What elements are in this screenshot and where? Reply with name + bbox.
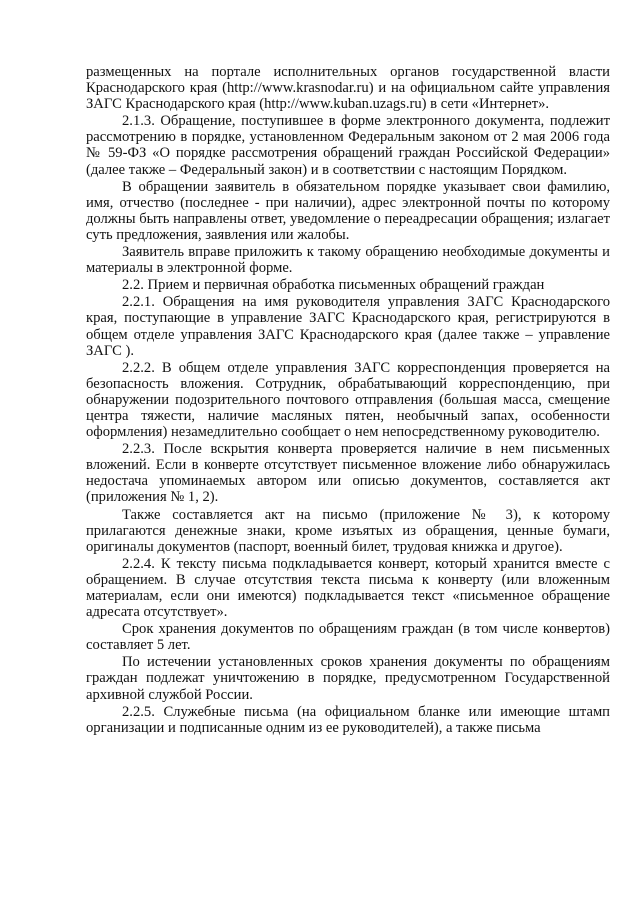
paragraph-2-2-4: 2.2.4. К тексту письма подкладывается конверт, который хранится вместе с обращением. В случае отсутствия текста письма к конверту (или вложенным материалам, если они имеются) подкладывается текст «письменное обращение адресата отсутствует». (86, 555, 610, 621)
paragraph-attach-documents: Заявитель вправе приложить к такому обращению необходимые документы и материалы в электронной форме. (86, 244, 610, 277)
paragraph-retention-period: Срок хранения документов по обращениям граждан (в том числе конвертов) составляет 5 лет. (86, 621, 610, 654)
paragraph-2-2-5: 2.2.5. Служебные письма (на официальном бланке или имеющие штамп организации и подписанные одним из ее руководителей), а также письма (86, 703, 610, 736)
document-body (86, 64, 610, 737)
paragraph-2-1-3: 2.1.3. Обращение, поступившее в форме электронного документа, подлежит рассмотрению в порядке, установленном Федеральным законом от 2 мая 2006 года № 59-ФЗ «О порядке рассмотрения обращений граждан Российской Федерации» (далее также – Федеральный закон) и в соответствии с настоящим Порядком. (86, 113, 610, 178)
paragraph-2-2-2: 2.2.2. В общем отделе управления ЗАГС корреспонденция проверяется на безопасность вложения. Сотрудник, обрабатывающий корреспонденцию, при обнаружении подозрительного почтового отправления (большая масса, смещение центра тяжести, наличие масляных пятен, необычный запах, особенности оформления) незамедлительно сообщает о нем непосредственному руководителю. (86, 359, 610, 441)
paragraph-2-2-1: 2.2.1. Обращения на имя руководителя управления ЗАГС Краснодарского края, поступающие в управление ЗАГС Краснодарского края, регистрируются в общем отделе управления ЗАГС Краснодарского края (далее также – управление ЗАГС ). (86, 294, 610, 359)
paragraph-act-letter: Также составляется акт на письмо (приложение № 3), к которому прилагаются денежные знаки, кроме изъятых из обращения, ценные бумаги, оригиналы документов (паспорт, военный билет, трудовая книжка и другое). (86, 506, 610, 555)
paragraph-destruction: По истечении установленных сроков хранения документы по обращениям граждан подлежат уничтожению в порядке, предусмотренном Государственной архивной службой России. (86, 654, 610, 703)
paragraph-continuation: размещенных на портале исполнительных органов государственной власти Краснодарского края (http://www.krasnodar.ru) и на официальном сайте управления ЗАГС Краснодарского края (http://www.kuban.uzags.ru) в сети «Интернет». (86, 64, 610, 113)
section-heading-2-2: 2.2. Прием и первичная обработка письменных обращений граждан (122, 277, 545, 294)
paragraph-2-2-3: 2.2.3. После вскрытия конверта проверяется наличие в нем письменных вложений. Если в конверте отсутствует письменное вложение либо обнаружилась недостача упоминаемых автором или описью документов, составляется акт (приложения № 1, 2). (86, 441, 610, 506)
paragraph-applicant-details: В обращении заявитель в обязательном порядке указывает свои фамилию, имя, отчество (последнее - при наличии), адрес электронной почты по которому должны быть направлены ответ, уведомление о переадресации обращения; излагает суть предложения, заявления или жалобы. (86, 178, 610, 243)
